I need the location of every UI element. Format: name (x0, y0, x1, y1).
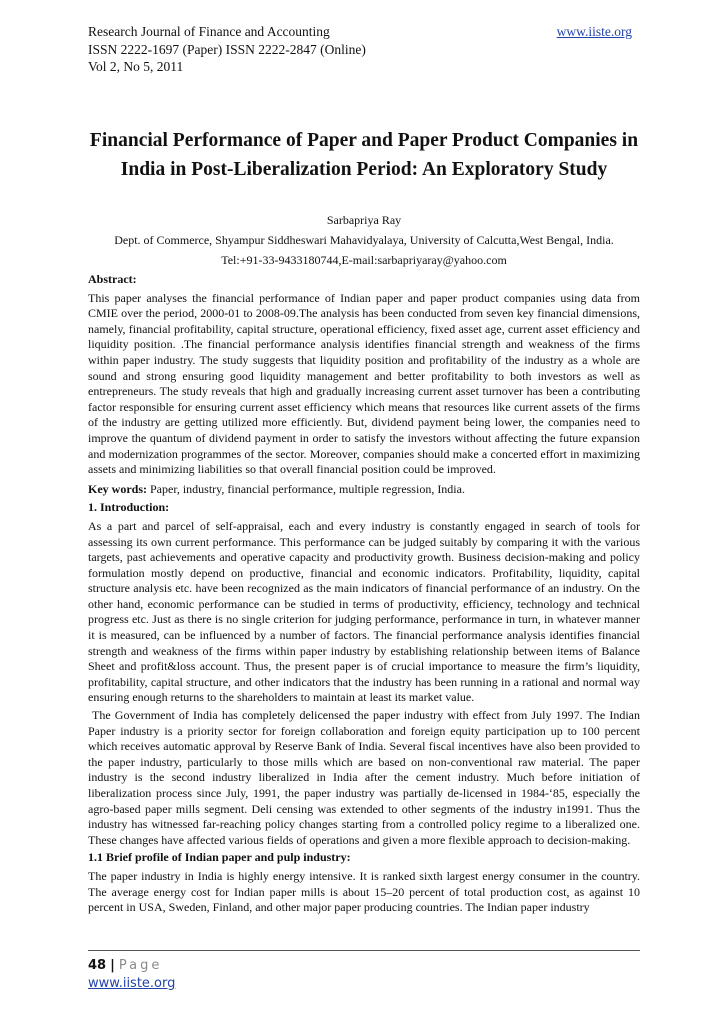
abstract-heading: Abstract: (88, 272, 137, 286)
page-number-line (88, 957, 640, 975)
issn-line: ISSN 2222-1697 (Paper) ISSN 2222-2847 (Online) (88, 41, 366, 57)
section-1-1-paragraph-1: The paper industry in India is highly energy intensive. It is ranked sixth largest energy consumer in the country. The average energy cost for Indian paper mills is about 15–20 percent of total production cost, as against 10 percent in USA, Sweden, Finland, and other major paper producing countries. The Indian paper industry (88, 868, 640, 915)
title-line-1: Financial Performance of Paper and Paper Product Companies in (89, 130, 639, 151)
page-word: Page (118, 958, 163, 973)
volume-line: Vol 2, No 5, 2011 (88, 59, 184, 74)
paper-body (88, 272, 640, 918)
footer-website-link[interactable]: www.iiste.org (88, 976, 176, 991)
title-line-2: India in Post-Liberalization Period: An Exploratory Study (120, 159, 608, 180)
journal-name: Research Journal of Finance and Accounting (88, 24, 330, 39)
keywords-line (88, 482, 640, 498)
intro-paragraph-2: The Government of India has completely delicensed the paper industry with effect from July 1997. The Indian Paper industry is a priority sector for foreign collaboration and foreign equity participation up to 100 percent which receives automatic approval by Reserve Bank of India. Several fiscal incentives have also been provided to the paper industry, particularly to those mills which are based on non-conventional raw material. The paper industry is the second industry liberalized in India after the cement industry. Much before initiation of liberalization process since July, 1991, the paper industry was partially de-licensed in 1984-‘85, especially the agro-based paper mills segment. Deli censing was extended to other segments of the industry in1991. Thus the industry has witnessed far-reaching policy changes starting from a controlled policy regime to a liberalized one. These changes have affected various fields of operations and given a more flexible approach to decision-making. (88, 708, 640, 847)
paper-title (88, 126, 640, 184)
author-block (88, 210, 640, 270)
abstract-text: This paper analyses the financial performance of Indian paper and paper product companies using data from CMIE over the period, 2000-01 to 2008-09.The analysis has been conducted from seven key financial dimensions, namely, financial profitability, capital structure, operational efficiency, fixed asset age, current asset efficiency and liquidity position. .The financial performance analysis identifies financial strength and weakness of the firms within paper industry. The study suggests that liquidity position and profitability of the industry as a whole are sound and strong ensuring good liquidity management and better profitability to both investors as well as entrepreneurs. The study reveals that high and gradually increasing current asset turnover has been a contributing factor responsible for ensuring current asset efficiency which means that resources like current assets of the firms of the industry are getting utilized more efficiently. But, dividend payment being lower, the companies need to improve the quantum of dividend payment in order to satisfy the investors without affecting the future expansion and modernization programmes of the sector. Moreover, companies should make a concerted effort in maximizing assets and minimizing liabilities so that overall financial position could be improved. (88, 290, 640, 477)
author-name: Sarbapriya Ray (326, 213, 402, 227)
intro-heading: 1. Introduction: (88, 500, 170, 515)
page-footer (88, 950, 640, 993)
author-contact: Tel:+91-33-9433180744,E-mail:sarbapriyaray@yahoo.com (221, 253, 507, 267)
page-separator: | (110, 958, 115, 973)
page-number: 48 (88, 958, 107, 973)
author-affiliation: Dept. of Commerce, Shyampur Siddheswari Mahavidyalaya, University of Calcutta,West Bengal, India. (114, 233, 614, 247)
intro-paragraph-1: As a part and parcel of self-appraisal, each and every industry is constantly engaged in search of tools for assessing its own current performance. This performance can be judged suitably by comparing it with the various targets, past achievements and operative capacity and productivity growth. Business decision-making and policy formulation mostly depend on productive, financial and economic indicators. Profitability, liquidity, capital structure analysis etc. have been recognized as the main indicators of financial performance of an industry. On the other hand, economic performance can be studied in terms of productivity, efficiency, technology and technical progress etc. Just as there is no single criterion for judging performance, performance in turn, in whatever manner it is measured, can be influenced by a number of factors. The financial performance analysis identifies financial strength and weakness of the firms within paper industry by establishing relationship between items of Balance Sheet and profit&loss account. Thus, the present paper is of crucial importance to measure the firm’s liquidity, profitability, capital structure, and other indicators that the industry has been running in a rational and normal way ensuring enough returns to the shareholders to maintain at least its market value. (88, 518, 640, 705)
journal-website-link[interactable]: www.iiste.org (556, 24, 632, 39)
keywords-text: Paper, industry, financial performance, multiple regression, India. (147, 481, 465, 496)
journal-header (88, 23, 640, 76)
footer-rule (88, 950, 640, 951)
section-1-1-heading: 1.1 Brief profile of Indian paper and pulp industry: (88, 850, 351, 865)
keywords-label: Key words: (88, 481, 147, 496)
